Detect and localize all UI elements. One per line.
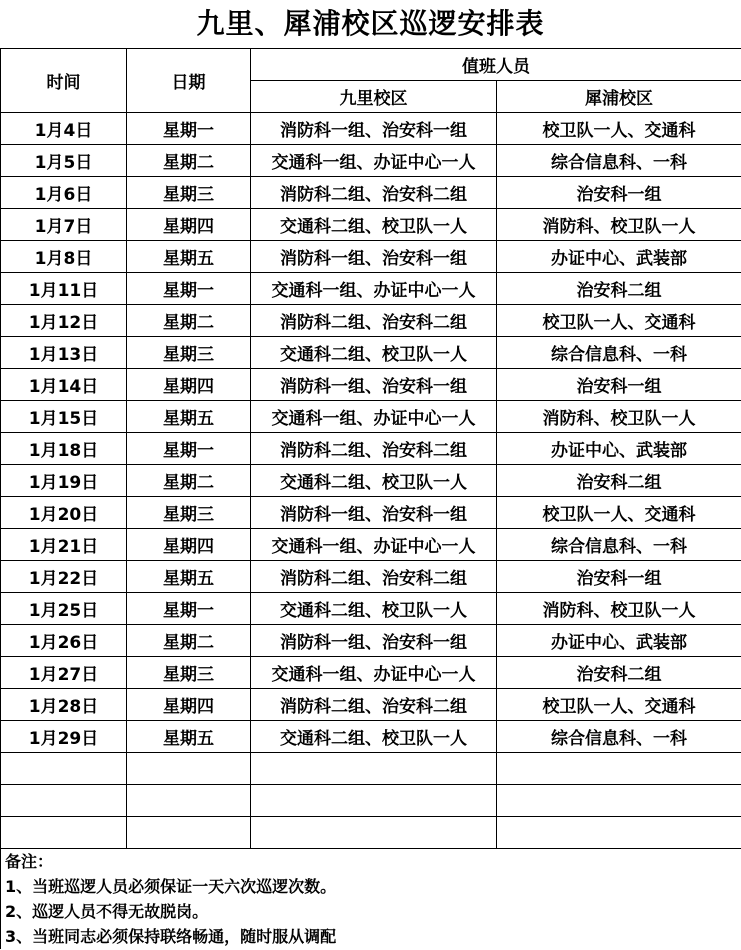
cell-xipu: 治安科一组 <box>497 561 741 593</box>
cell-day: 星期一 <box>127 593 251 625</box>
cell-time: 1月14日 <box>1 369 127 401</box>
cell-xipu: 消防科、校卫队一人 <box>497 209 741 241</box>
cell-jiuli: 消防科二组、治安科二组 <box>251 433 497 465</box>
cell-time: 1月19日 <box>1 465 127 497</box>
cell-xipu: 消防科、校卫队一人 <box>497 401 741 433</box>
cell-xipu: 校卫队一人、交通科 <box>497 113 741 145</box>
table-row <box>1 145 741 177</box>
cell-jiuli: 消防科二组、治安科二组 <box>251 561 497 593</box>
header-campus-jiuli: 九里校区 <box>251 81 497 113</box>
table-row <box>1 305 741 337</box>
cell-jiuli: 交通科二组、校卫队一人 <box>251 209 497 241</box>
cell-jiuli: 交通科二组、校卫队一人 <box>251 593 497 625</box>
empty-row <box>1 753 741 785</box>
cell-jiuli: 消防科一组、治安科一组 <box>251 497 497 529</box>
cell-jiuli: 交通科二组、校卫队一人 <box>251 465 497 497</box>
cell-xipu: 治安科一组 <box>497 177 741 209</box>
cell-jiuli: 消防科一组、治安科一组 <box>251 625 497 657</box>
cell-day: 星期五 <box>127 241 251 273</box>
empty-row <box>1 817 741 849</box>
cell-jiuli: 交通科一组、办证中心一人 <box>251 657 497 689</box>
cell-day: 星期四 <box>127 209 251 241</box>
cell-xipu: 办证中心、武装部 <box>497 433 741 465</box>
cell-day: 星期四 <box>127 529 251 561</box>
table-row <box>1 401 741 433</box>
table-row <box>1 625 741 657</box>
empty-cell <box>251 817 497 849</box>
cell-time: 1月28日 <box>1 689 127 721</box>
cell-time: 1月11日 <box>1 273 127 305</box>
cell-jiuli: 交通科一组、办证中心一人 <box>251 529 497 561</box>
cell-time: 1月27日 <box>1 657 127 689</box>
table-row <box>1 529 741 561</box>
empty-cell <box>1 785 127 817</box>
cell-xipu: 校卫队一人、交通科 <box>497 497 741 529</box>
empty-cell <box>1 753 127 785</box>
table-row <box>1 721 741 753</box>
table-row <box>1 209 741 241</box>
header-duty: 值班人员 <box>251 49 741 81</box>
table-row <box>1 497 741 529</box>
cell-time: 1月18日 <box>1 433 127 465</box>
cell-jiuli: 交通科一组、办证中心一人 <box>251 273 497 305</box>
empty-cell <box>1 817 127 849</box>
table-row <box>1 241 741 273</box>
cell-time: 1月26日 <box>1 625 127 657</box>
cell-xipu: 校卫队一人、交通科 <box>497 689 741 721</box>
table-row <box>1 113 741 145</box>
cell-time: 1月20日 <box>1 497 127 529</box>
cell-xipu: 校卫队一人、交通科 <box>497 305 741 337</box>
cell-time: 1月7日 <box>1 209 127 241</box>
empty-cell <box>127 753 251 785</box>
cell-time: 1月21日 <box>1 529 127 561</box>
empty-cell <box>127 785 251 817</box>
cell-xipu: 消防科、校卫队一人 <box>497 593 741 625</box>
empty-cell <box>497 753 741 785</box>
cell-jiuli: 交通科二组、校卫队一人 <box>251 721 497 753</box>
header-row <box>1 49 741 81</box>
cell-jiuli: 交通科一组、办证中心一人 <box>251 145 497 177</box>
notes-cell <box>1 849 741 950</box>
empty-cell <box>251 785 497 817</box>
cell-time: 1月6日 <box>1 177 127 209</box>
cell-day: 星期二 <box>127 305 251 337</box>
empty-cell <box>497 817 741 849</box>
cell-day: 星期三 <box>127 177 251 209</box>
notes-title: 备注： <box>5 852 54 871</box>
cell-time: 1月22日 <box>1 561 127 593</box>
note-item: 2、巡逻人员不得无故脱岗。 <box>5 902 209 921</box>
cell-jiuli: 消防科二组、治安科二组 <box>251 689 497 721</box>
table-row <box>1 273 741 305</box>
empty-cell <box>251 753 497 785</box>
cell-xipu: 办证中心、武装部 <box>497 625 741 657</box>
cell-day: 星期三 <box>127 657 251 689</box>
empty-cell <box>127 817 251 849</box>
cell-time: 1月25日 <box>1 593 127 625</box>
table-row <box>1 657 741 689</box>
cell-jiuli: 消防科二组、治安科二组 <box>251 305 497 337</box>
cell-xipu: 综合信息科、一科 <box>497 337 741 369</box>
note-item: 3、当班同志必须保持联络畅通，随时服从调配 <box>5 927 337 946</box>
cell-time: 1月8日 <box>1 241 127 273</box>
cell-day: 星期三 <box>127 497 251 529</box>
cell-day: 星期一 <box>127 113 251 145</box>
table-row <box>1 689 741 721</box>
empty-cell <box>497 785 741 817</box>
cell-jiuli: 消防科二组、治安科二组 <box>251 177 497 209</box>
cell-day: 星期四 <box>127 369 251 401</box>
cell-time: 1月15日 <box>1 401 127 433</box>
cell-xipu: 综合信息科、一科 <box>497 145 741 177</box>
table-row <box>1 433 741 465</box>
cell-xipu: 综合信息科、一科 <box>497 529 741 561</box>
cell-time: 1月5日 <box>1 145 127 177</box>
cell-day: 星期一 <box>127 273 251 305</box>
cell-jiuli: 消防科一组、治安科一组 <box>251 113 497 145</box>
cell-jiuli: 交通科二组、校卫队一人 <box>251 337 497 369</box>
cell-time: 1月29日 <box>1 721 127 753</box>
cell-xipu: 治安科一组 <box>497 369 741 401</box>
cell-xipu: 办证中心、武装部 <box>497 241 741 273</box>
header-campus-xipu: 犀浦校区 <box>497 81 741 113</box>
table-row <box>1 593 741 625</box>
table-row <box>1 177 741 209</box>
cell-xipu: 治安科二组 <box>497 273 741 305</box>
schedule-table <box>0 48 741 949</box>
cell-xipu: 综合信息科、一科 <box>497 721 741 753</box>
cell-day: 星期五 <box>127 401 251 433</box>
cell-day: 星期五 <box>127 721 251 753</box>
table-row <box>1 369 741 401</box>
table-row <box>1 337 741 369</box>
table-row <box>1 465 741 497</box>
cell-day: 星期二 <box>127 145 251 177</box>
cell-day: 星期五 <box>127 561 251 593</box>
cell-time: 1月13日 <box>1 337 127 369</box>
cell-xipu: 治安科二组 <box>497 465 741 497</box>
cell-jiuli: 消防科一组、治安科一组 <box>251 241 497 273</box>
cell-day: 星期二 <box>127 465 251 497</box>
cell-jiuli: 交通科一组、办证中心一人 <box>251 401 497 433</box>
cell-time: 1月4日 <box>1 113 127 145</box>
note-item: 1、当班巡逻人员必须保证一天六次巡逻次数。 <box>5 877 337 896</box>
cell-xipu: 治安科二组 <box>497 657 741 689</box>
page-title: 九里、犀浦校区巡逻安排表 <box>196 7 545 40</box>
table-row <box>1 561 741 593</box>
cell-time: 1月12日 <box>1 305 127 337</box>
cell-day: 星期一 <box>127 433 251 465</box>
cell-day: 星期二 <box>127 625 251 657</box>
header-date: 日期 <box>127 49 251 113</box>
header-time: 时间 <box>1 49 127 113</box>
cell-jiuli: 消防科一组、治安科一组 <box>251 369 497 401</box>
cell-day: 星期三 <box>127 337 251 369</box>
notes-row <box>1 849 741 950</box>
empty-row <box>1 785 741 817</box>
cell-day: 星期四 <box>127 689 251 721</box>
